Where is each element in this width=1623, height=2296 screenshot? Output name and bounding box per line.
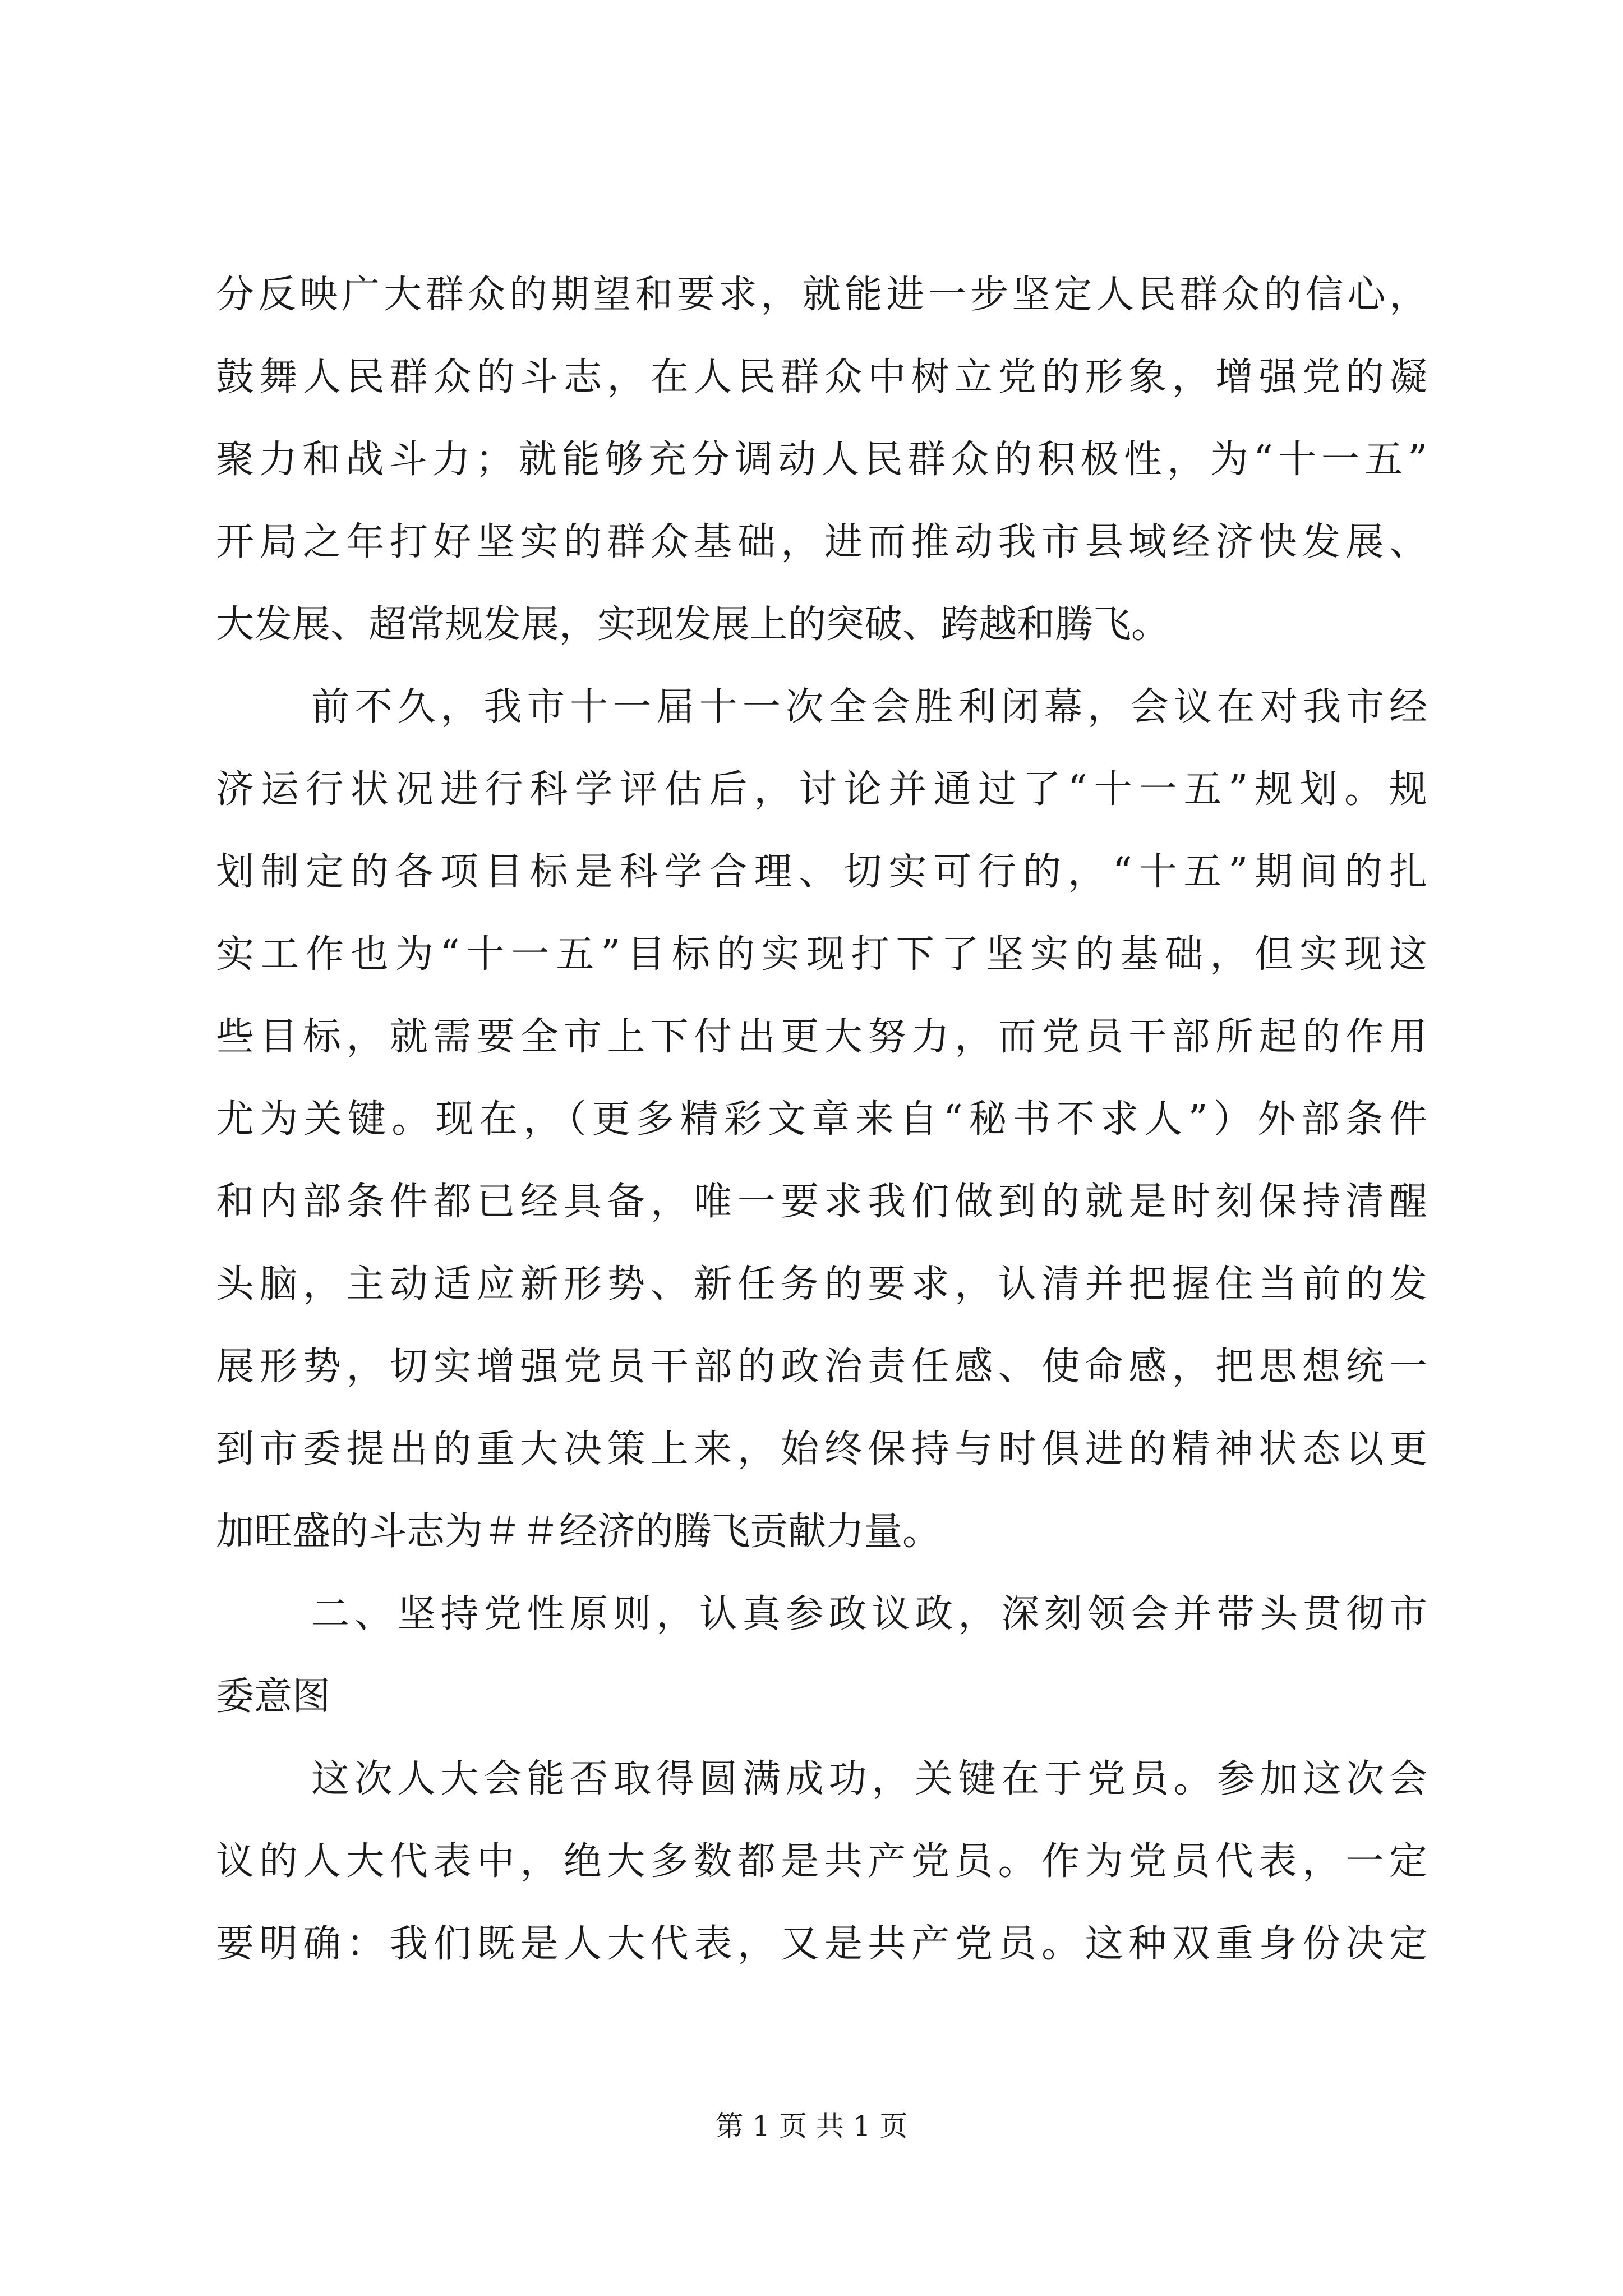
text-line: 济运行状况进行科学评估后，讨论并通过了“十一五”规划。规 xyxy=(216,767,1427,812)
text-line: 分反映广大群众的期望和要求，就能进一步坚定人民群众的信心， xyxy=(216,273,1427,317)
section-heading-line: 委意图 xyxy=(216,1674,331,1719)
text-line: 和内部条件都已经具备，唯一要求我们做到的就是时刻保持清醒 xyxy=(216,1180,1427,1224)
section-heading-line: 二、坚持党性原则，认真参政议政，深刻领会并带头贯彻市 xyxy=(311,1592,1427,1636)
text-line: 开局之年打好坚实的群众基础，进而推动我市县域经济快发展、 xyxy=(216,520,1427,564)
paragraph-first-line: 这次人大会能否取得圆满成功，关键在于党员。参加这次会 xyxy=(311,1757,1427,1801)
text-line: 尤为关键。现在，（更多精彩文章来自“秘书不求人”）外部条件 xyxy=(216,1097,1427,1142)
text-line: 要明确：我们既是人大代表，又是共产党员。这种双重身份决定 xyxy=(216,1922,1427,1966)
text-line: 划制定的各项目标是科学合理、切实可行的，“十五”期间的扎 xyxy=(216,850,1427,894)
text-line: 实工作也为“十一五”目标的实现打下了坚实的基础，但实现这 xyxy=(216,932,1427,977)
text-line: 聚力和战斗力；就能够充分调动人民群众的积极性，为“十一五” xyxy=(216,438,1427,482)
text-line: 到市委提出的重大决策上来，始终保持与时俱进的精神状态以更 xyxy=(216,1427,1427,1471)
document-body xyxy=(216,254,1427,1985)
text-line: 大发展、超常规发展，实现发展上的突破、跨越和腾飞。 xyxy=(216,602,1170,647)
text-line: 议的人大代表中，绝大多数都是共产党员。作为党员代表，一定 xyxy=(216,1839,1427,1884)
page-number-footer: 第 1 页 共 1 页 xyxy=(715,2110,908,2142)
text-line: 展形势，切实增强党员干部的政治责任感、使命感，把思想统一 xyxy=(216,1345,1427,1389)
text-line: 些目标，就需要全市上下付出更大努力，而党员干部所起的作用 xyxy=(216,1015,1427,1059)
text-line: 加旺盛的斗志为＃＃经济的腾飞贡献力量。 xyxy=(216,1510,941,1554)
paragraph-first-line: 前不久，我市十一届十一次全会胜利闭幕，会议在对我市经 xyxy=(311,685,1427,729)
text-line: 头脑，主动适应新形势、新任务的要求，认清并把握住当前的发 xyxy=(216,1262,1427,1306)
text-line: 鼓舞人民群众的斗志，在人民群众中树立党的形象，增强党的凝 xyxy=(216,355,1427,399)
